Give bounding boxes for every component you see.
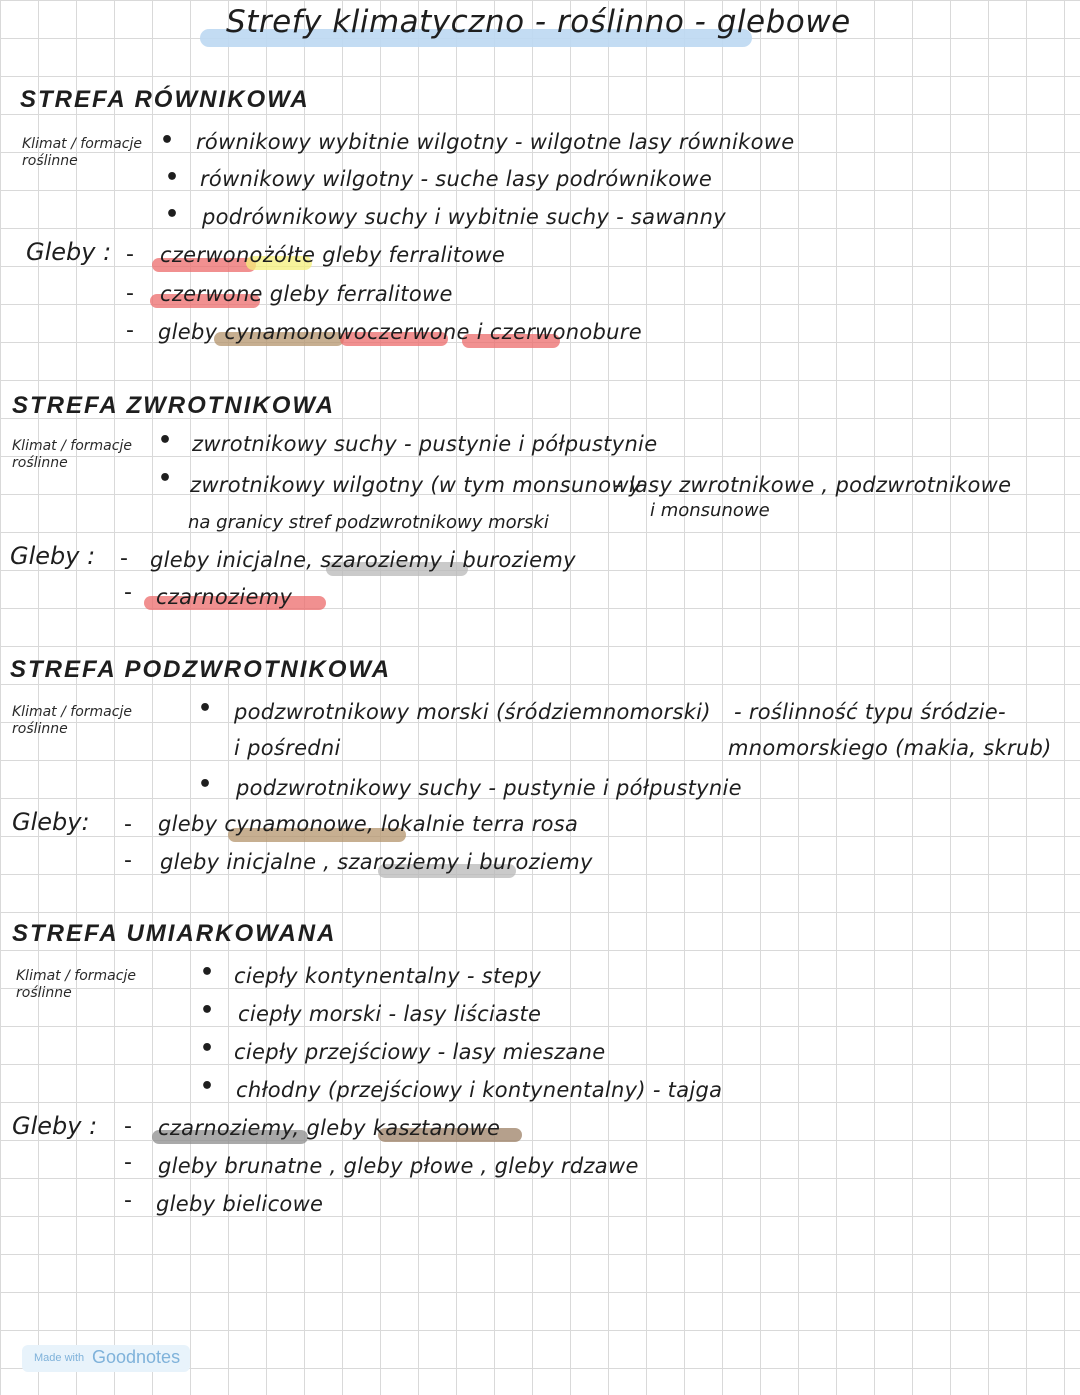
dash-marker: - (124, 812, 132, 837)
bullet-icon: • (200, 998, 215, 1023)
climate-line: podzwrotnikowy morski (śródziemnomorski) (234, 700, 711, 724)
climate-line: ciepły kontynentalny - stepy (234, 964, 542, 988)
side-label-line-1: Klimat / formacje (16, 968, 136, 984)
watermark-brand-text: Goodnotes (92, 1347, 181, 1367)
side-label-line-2: roślinne (12, 455, 68, 471)
dash-marker: - (124, 848, 132, 873)
bullet-icon: • (158, 428, 173, 453)
soil-line: gleby cynamonowe, lokalnie terra rosa (158, 812, 579, 836)
dash-marker: - (124, 1114, 132, 1139)
soil-line: gleby bielicowe (156, 1192, 324, 1216)
dash-marker: - (126, 318, 134, 343)
soil-line: gleby inicjalne , szaroziemy i buroziemy (160, 850, 593, 874)
soil-line: czarnoziemy (156, 585, 293, 609)
climate-line: zwrotnikowy suchy - pustynie i półpustynie (192, 432, 658, 456)
climate-line: ciepły morski - lasy liściaste (238, 1002, 542, 1026)
section-heading-umiarkowana: STREFA UMIARKOWANA (12, 920, 337, 947)
dash-marker: - (126, 242, 134, 267)
climate-line: ciepły przejściowy - lasy mieszane (234, 1040, 606, 1064)
soils-label: Gleby : (10, 542, 96, 570)
soil-line: czarnoziemy, gleby kasztanowe (158, 1116, 501, 1140)
side-label-climate (16, 968, 136, 1002)
soils-label: Gleby: (12, 808, 90, 836)
dash-marker: - (124, 1150, 132, 1175)
soil-line: gleby brunatne , gleby płowe , gleby rdzawe (158, 1154, 639, 1178)
bullet-icon: • (200, 1036, 215, 1061)
bullet-icon: • (158, 466, 173, 491)
side-label-climate (12, 438, 132, 472)
climate-line: na granicy stref podzwrotnikowy morski (188, 512, 549, 533)
side-label-climate (22, 136, 142, 170)
dash-marker: - (126, 281, 134, 306)
climate-line: podrównikowy suchy i wybitnie suchy - sawanny (202, 205, 726, 229)
formation-line: - lasy zwrotnikowe , podzwrotnikowe (614, 473, 1012, 497)
soils-label: Gleby : (26, 238, 112, 266)
side-label-line-1: Klimat / formacje (12, 438, 132, 454)
formation-line: i monsunowe (650, 500, 770, 521)
bullet-icon: • (198, 772, 213, 797)
bullet-icon: • (160, 128, 175, 153)
dash-marker: - (120, 546, 128, 571)
soils-label: Gleby : (12, 1112, 98, 1140)
bullet-icon: • (198, 696, 213, 721)
bullet-icon: • (165, 202, 180, 227)
bullet-icon: • (200, 960, 215, 985)
climate-line: chłodny (przejściowy i kontynentalny) - tajga (236, 1078, 723, 1102)
climate-line: podzwrotnikowy suchy - pustynie i półpustynie (236, 776, 742, 800)
section-heading-zwrotnikowa: STREFA ZWROTNIKOWA (12, 392, 336, 419)
section-heading-podzwrotnikowa: STREFA PODZWROTNIKOWA (10, 656, 392, 683)
dash-marker: - (124, 1188, 132, 1213)
watermark-small-text: Made with (34, 1352, 85, 1364)
page-title: Strefy klimatyczno - roślinno - glebowe (226, 4, 851, 40)
formation-line: mnomorskiego (makia, skrub) (728, 736, 1052, 760)
side-label-line-2: roślinne (16, 985, 72, 1001)
soil-line: gleby inicjalne, szaroziemy i buroziemy (150, 548, 576, 572)
side-label-line-2: roślinne (22, 153, 78, 169)
climate-line: równikowy wilgotny - suche lasy podrównikowe (200, 167, 713, 191)
section-heading-rownikowa: STREFA RÓWNIKOWA (20, 86, 310, 113)
soil-line: czerwone gleby ferralitowe (160, 282, 453, 306)
soil-line: czerwonożółte gleby ferralitowe (160, 243, 506, 267)
side-label-line-1: Klimat / formacje (22, 136, 142, 152)
side-label-climate (12, 704, 132, 738)
soil-line: gleby cynamonowoczerwone i czerwonobure (158, 320, 642, 344)
dash-marker: - (124, 580, 132, 605)
bullet-icon: • (200, 1074, 215, 1099)
goodnotes-watermark (22, 1345, 190, 1372)
climate-line: i pośredni (234, 736, 341, 760)
bullet-icon: • (165, 165, 180, 190)
climate-line: równikowy wybitnie wilgotny - wilgotne lasy równikowe (196, 130, 795, 154)
title-block (200, 4, 851, 52)
climate-line: zwrotnikowy wilgotny (w tym monsunowy (190, 473, 642, 497)
side-label-line-2: roślinne (12, 721, 68, 737)
formation-line: - roślinność typu śródzie- (734, 700, 1006, 724)
side-label-line-1: Klimat / formacje (12, 704, 132, 720)
